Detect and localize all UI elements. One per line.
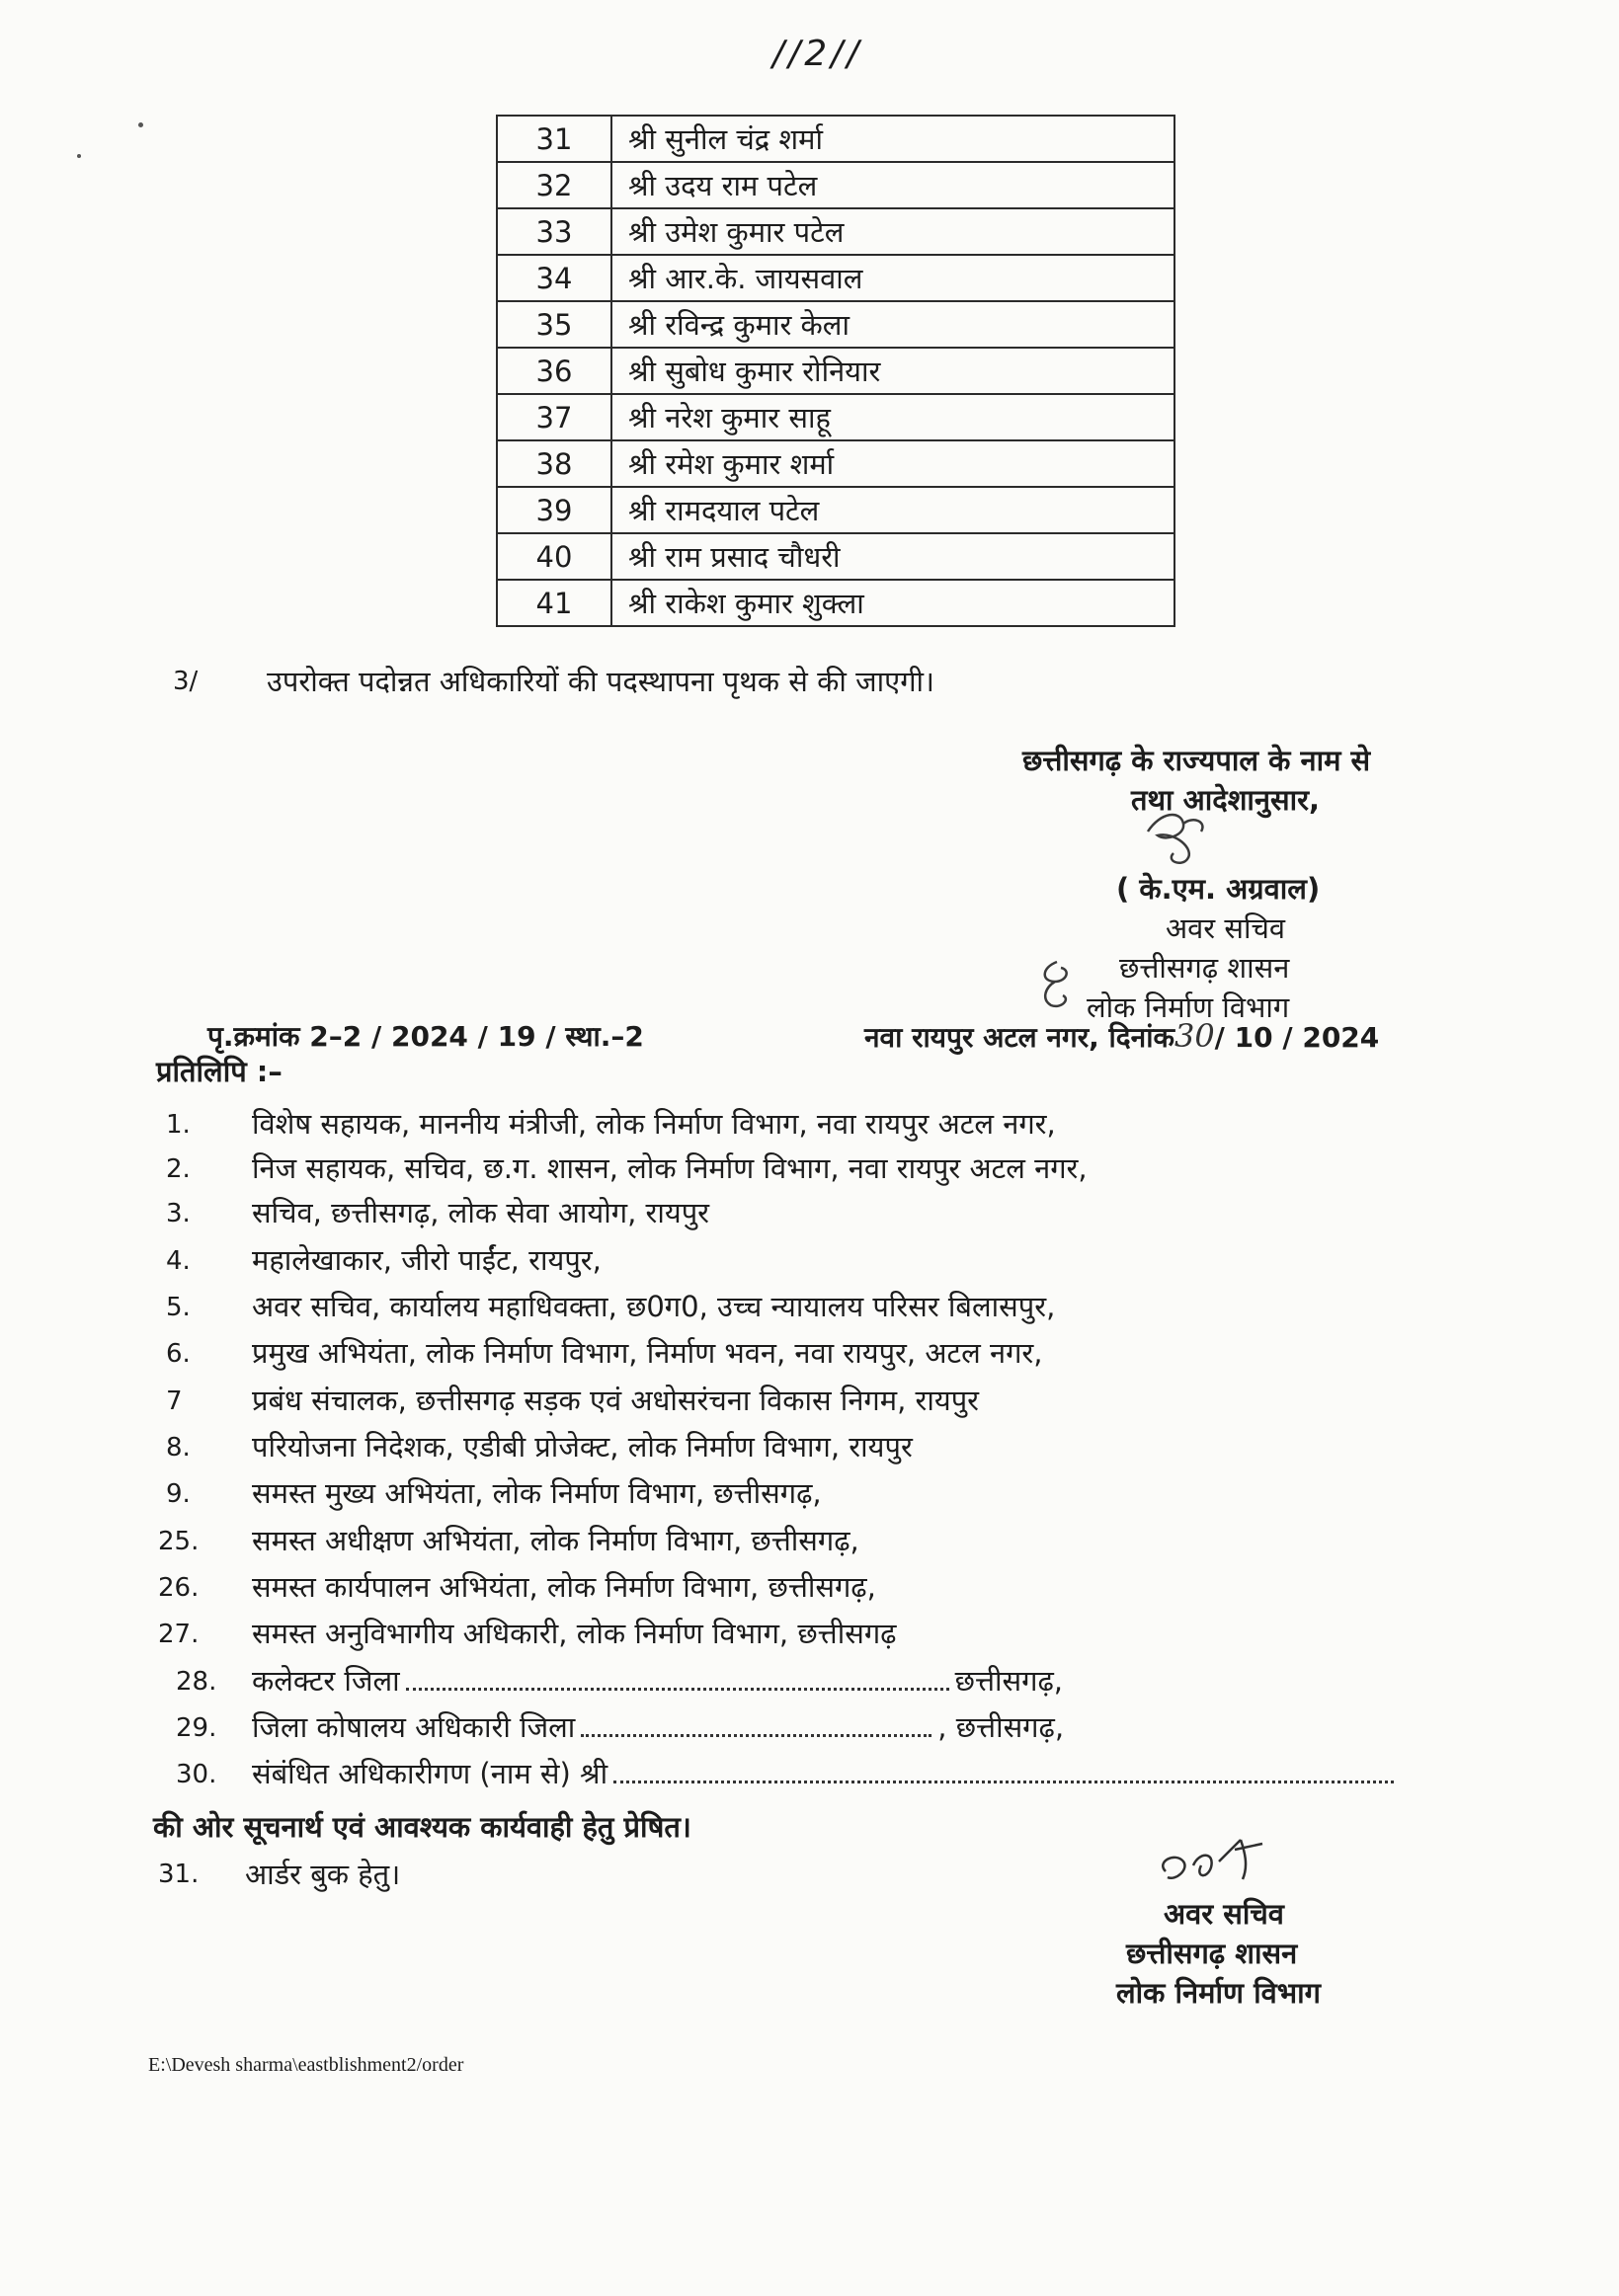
list-item — [0, 1427, 1619, 1470]
list-number: 25. — [158, 1527, 200, 1556]
list-number: 28. — [176, 1667, 217, 1697]
officer-name-cell: श्री सुबोध कुमार रोनियार — [611, 348, 1174, 394]
list-number: 6. — [166, 1339, 191, 1369]
table-row — [497, 162, 1174, 208]
list-text: सचिव, छत्तीसगढ़, लोक सेवा आयोग, रायपुर — [252, 1196, 710, 1229]
list-number: 27. — [158, 1620, 200, 1649]
closing-department: लोक निर्माण विभाग — [1116, 1976, 1321, 2010]
list-number: 1. — [166, 1110, 191, 1140]
governor-order-line2: तथा आदेशानुसार, — [1131, 783, 1321, 817]
list-text: निज सहायक, सचिव, छ.ग. शासन, लोक निर्माण विभाग, नवा रायपुर अटल नगर, — [252, 1151, 1088, 1185]
serial-cell: 32 — [497, 162, 611, 208]
file-path: E:\Devesh sharma\eastblishment2/order — [148, 2054, 464, 2076]
list-number: 9. — [166, 1479, 191, 1509]
list-item — [0, 1567, 1619, 1611]
serial-cell: 41 — [497, 580, 611, 626]
table-row — [497, 255, 1174, 301]
list-text: प्रमुख अभियंता, लोक निर्माण विभाग, निर्माण भवन, नवा रायपुर, अटल नगर, — [252, 1336, 1043, 1370]
order-book-number: 31. — [158, 1860, 200, 1889]
list-text: समस्त मुख्य अभियंता, लोक निर्माण विभाग, छत्तीसगढ़, — [252, 1476, 822, 1510]
list-text: समस्त कार्यपालन अभियंता, लोक निर्माण विभाग, छत्तीसगढ़, — [252, 1570, 876, 1604]
initials-signature — [1136, 802, 1245, 871]
signatory-department: लोक निर्माण विभाग — [1087, 990, 1290, 1024]
list-item — [0, 1473, 1619, 1517]
serial-cell: 36 — [497, 348, 611, 394]
signatory-government: छत्तीसगढ़ शासन — [1119, 951, 1290, 985]
governor-order-line1: छत्तीसगढ़ के राज्यपाल के नाम से — [1022, 744, 1371, 777]
table-row — [497, 580, 1174, 626]
copy-heading: प्रतिलिपि :– — [156, 1055, 283, 1088]
serial-cell: 39 — [497, 487, 611, 533]
reference-number: पृ.क्रमांक 2–2 / 2024 / 19 / स्था.–2 — [207, 1020, 644, 1053]
serial-cell: 35 — [497, 301, 611, 348]
handwritten-day: 30 — [1174, 1017, 1215, 1055]
closing-government: छत्तीसगढ़ शासन — [1126, 1937, 1298, 1970]
list-text: अवर सचिव, कार्यालय महाधिवक्ता, छ0ग0, उच्च न्यायालय परिसर बिलासपुर, — [252, 1290, 1056, 1323]
paragraph-number: 3/ — [173, 667, 199, 696]
list-number: 5. — [166, 1293, 191, 1322]
list-item — [0, 1240, 1619, 1284]
closing-designation: अवर सचिव — [1164, 1897, 1284, 1931]
signatory-designation: अवर सचिव — [1166, 911, 1286, 945]
list-number: 2. — [166, 1154, 191, 1184]
list-text: समस्त अधीक्षण अभियंता, लोक निर्माण विभाग, छत्तीसगढ़, — [252, 1524, 859, 1557]
officer-name-cell: श्री राम प्रसाद चौधरी — [611, 533, 1174, 580]
table-row — [497, 487, 1174, 533]
list-item — [0, 1661, 1619, 1704]
list-item — [0, 1333, 1619, 1377]
list-item — [0, 1754, 1619, 1797]
list-number: 30. — [176, 1760, 217, 1789]
list-text: परियोजना निदेशक, एडीबी प्रोजेक्ट, लोक निर्माण विभाग, रायपुर — [252, 1430, 913, 1464]
list-item — [0, 1148, 1619, 1192]
scan-speck — [138, 122, 143, 127]
list-suffix: , छत्तीसगढ़, — [937, 1710, 1065, 1744]
table-row — [497, 440, 1174, 487]
list-text: विशेष सहायक, माननीय मंत्रीजी, लोक निर्माण विभाग, नवा रायपुर अटल नगर, — [252, 1107, 1056, 1141]
serial-cell: 34 — [497, 255, 611, 301]
scan-speck — [77, 154, 81, 158]
table-row — [497, 116, 1174, 162]
list-item — [0, 1193, 1619, 1236]
list-item — [0, 1104, 1619, 1148]
table-row — [497, 394, 1174, 440]
list-number: 7 — [166, 1386, 183, 1416]
list-text — [252, 1661, 1063, 1700]
place-date-prefix: नवा रायपुर अटल नगर, दिनांक — [864, 1021, 1174, 1054]
fill-in-blank — [581, 1714, 931, 1737]
place-date — [864, 1017, 1379, 1056]
list-number: 4. — [166, 1246, 191, 1276]
signatory-name: ( के.एम. अग्रवाल) — [1116, 872, 1321, 906]
list-item — [0, 1614, 1619, 1657]
officers-table — [496, 115, 1175, 627]
list-number: 29. — [176, 1713, 217, 1743]
closing-signature — [1146, 1822, 1304, 1901]
list-text: समस्त अनुविभागीय अधिकारी, लोक निर्माण विभाग, छत्तीसगढ़ — [252, 1617, 897, 1650]
page-number: //2// — [772, 34, 863, 74]
list-suffix: छत्तीसगढ़, — [954, 1664, 1063, 1698]
table-row — [497, 533, 1174, 580]
officer-name-cell: श्री उदय राम पटेल — [611, 162, 1174, 208]
list-item — [0, 1381, 1619, 1424]
list-number: 26. — [158, 1573, 200, 1603]
list-label: जिला कोषालय अधिकारी जिला — [252, 1710, 576, 1744]
table-row — [497, 301, 1174, 348]
list-text — [252, 1754, 1400, 1792]
list-text: प्रबंध संचालक, छत्तीसगढ़ सड़क एवं अधोसरंचना विकास निगम, रायपुर — [252, 1384, 980, 1417]
officer-name-cell: श्री रामदयाल पटेल — [611, 487, 1174, 533]
initials-mark — [1027, 956, 1087, 1013]
officer-name-cell: श्री रविन्द्र कुमार केला — [611, 301, 1174, 348]
serial-cell: 38 — [497, 440, 611, 487]
table-row — [497, 348, 1174, 394]
forward-line: की ओर सूचनार्थ एवं आवश्यक कार्यवाही हेतु प्रेषित। — [153, 1810, 691, 1844]
table-row — [497, 208, 1174, 255]
date-rest: / 10 / 2024 — [1214, 1021, 1380, 1054]
serial-cell: 31 — [497, 116, 611, 162]
list-label: संबंधित अधिकारीगण (नाम से) श्री — [252, 1757, 608, 1790]
list-label: कलेक्टर जिला — [252, 1664, 400, 1698]
serial-cell: 33 — [497, 208, 611, 255]
paragraph-text: उपरोक्त पदोन्नत अधिकारियों की पदस्थापना पृथक से की जाएगी। — [267, 665, 935, 698]
officer-name-cell: श्री सुनील चंद्र शर्मा — [611, 116, 1174, 162]
officer-name-cell: श्री उमेश कुमार पटेल — [611, 208, 1174, 255]
list-item — [0, 1707, 1619, 1751]
list-number: 3. — [166, 1199, 191, 1228]
fill-in-blank — [406, 1668, 949, 1691]
list-text: महालेखाकार, जीरो पाईंट, रायपुर, — [252, 1243, 602, 1277]
fill-in-blank — [613, 1761, 1394, 1783]
list-number: 8. — [166, 1433, 191, 1463]
serial-cell: 37 — [497, 394, 611, 440]
list-item — [0, 1287, 1619, 1330]
officer-name-cell: श्री रमेश कुमार शर्मा — [611, 440, 1174, 487]
list-item — [0, 1521, 1619, 1564]
officer-name-cell: श्री नरेश कुमार साहू — [611, 394, 1174, 440]
serial-cell: 40 — [497, 533, 611, 580]
officer-name-cell: श्री आर.के. जायसवाल — [611, 255, 1174, 301]
officer-name-cell: श्री राकेश कुमार शुक्ला — [611, 580, 1174, 626]
order-book-text: आर्डर बुक हेतु। — [245, 1858, 401, 1891]
list-text — [252, 1707, 1064, 1746]
